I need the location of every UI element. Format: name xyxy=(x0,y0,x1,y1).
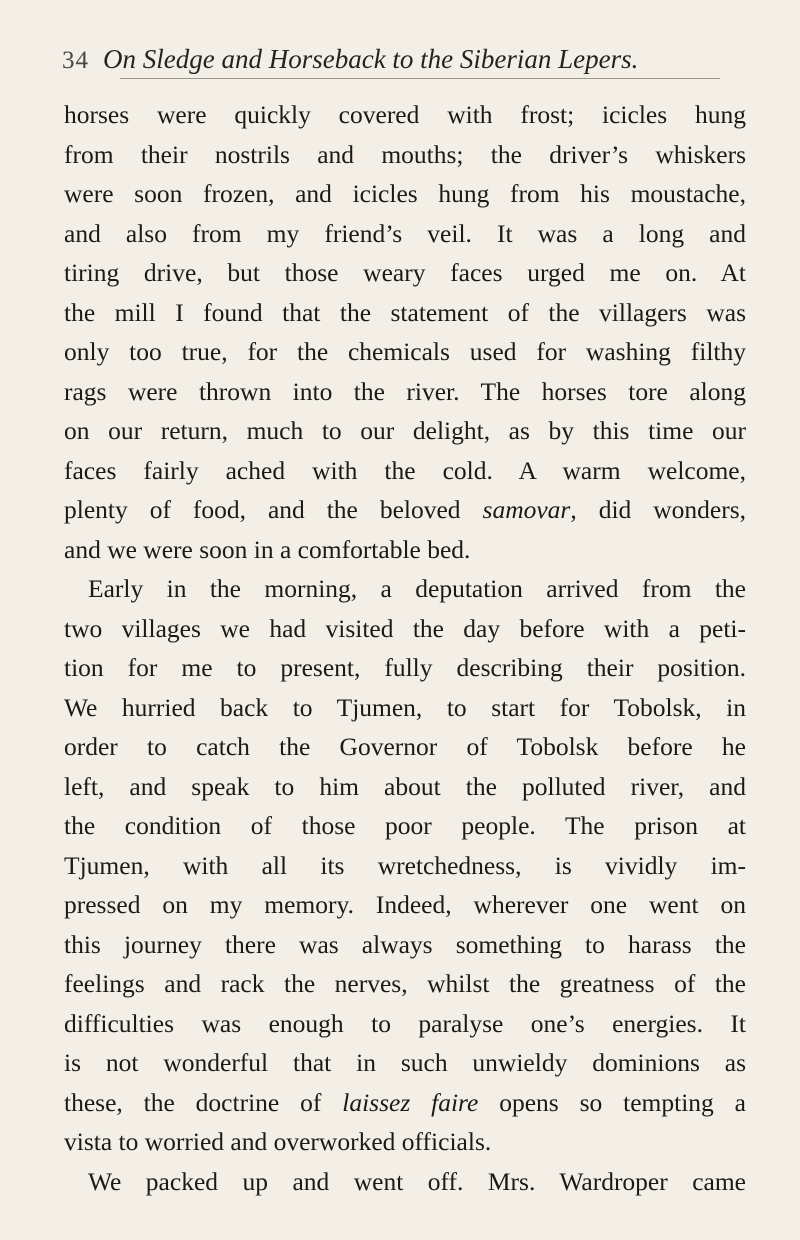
text-line: two villages we had visited the day before with a peti- xyxy=(64,613,746,643)
text-line xyxy=(64,490,746,530)
text-segment: plenty of food, and the beloved xyxy=(64,495,483,524)
text-line: the condition of those poor people. The prison at xyxy=(64,811,746,840)
text-line: We hurried back to Tjumen, to start for Tobolsk, in xyxy=(64,692,746,722)
text-line xyxy=(64,1083,746,1123)
italic-term: samovar xyxy=(482,495,571,524)
text-line: rags were thrown into the river. The horses tore along xyxy=(64,376,746,406)
body-text xyxy=(64,95,746,1201)
text-line: horses were quickly covered with frost; icicles hung xyxy=(64,100,746,129)
text-line: the mill I found that the statement of the villagers was xyxy=(64,297,746,327)
header-rule xyxy=(120,78,720,79)
text-line: and we were soon in a comfortable bed. xyxy=(64,534,471,564)
italic-term: laissez faire xyxy=(342,1087,479,1117)
text-line: tiring drive, but those weary faces urged me on. At xyxy=(64,258,746,287)
text-line: Tjumen, with all its wretchedness, is vividly im- xyxy=(64,850,746,880)
text-line: only too true, for the chemicals used for washing filthy xyxy=(64,337,746,366)
text-line: and also from my friend’s veil. It was a long and xyxy=(64,218,746,248)
text-line: from their nostrils and mouths; the driver’s whiskers xyxy=(64,139,746,169)
text-line: were soon frozen, and icicles hung from his moustache, xyxy=(64,179,746,208)
text-line: We packed up and went off. Mrs. Wardroper came xyxy=(88,1166,746,1196)
page-number: 34 xyxy=(62,47,89,74)
text-line: faces fairly ached with the cold. A warm welcome, xyxy=(64,455,746,485)
text-segment: opens so tempting a xyxy=(478,1087,746,1117)
text-line: feelings and rack the nerves, whilst the greatness of the xyxy=(64,969,746,998)
text-line: left, and speak to him about the polluted river, and xyxy=(64,771,746,801)
text-line: difficulties was enough to paralyse one’s energies. It xyxy=(64,1008,746,1038)
text-line: order to catch the Governor of Tobolsk before he xyxy=(64,732,746,761)
text-line: pressed on my memory. Indeed, wherever one went on xyxy=(64,890,746,919)
text-line: vista to worried and overworked officials. xyxy=(64,1127,492,1156)
text-segment: , did wonders, xyxy=(570,495,746,524)
running-title: On Sledge and Horseback to the Siberian Lepers. xyxy=(103,44,639,74)
text-line: on our return, much to our delight, as by this time our xyxy=(64,416,746,445)
text-line: Early in the morning, a deputation arrived from the xyxy=(88,574,746,603)
text-line: is not wonderful that in such unwieldy dominions as xyxy=(64,1048,746,1077)
text-line: this journey there was always something to harass the xyxy=(64,929,746,959)
text-line: tion for me to present, fully describing their position. xyxy=(64,653,746,682)
text-segment: these, the doctrine of xyxy=(64,1087,343,1117)
